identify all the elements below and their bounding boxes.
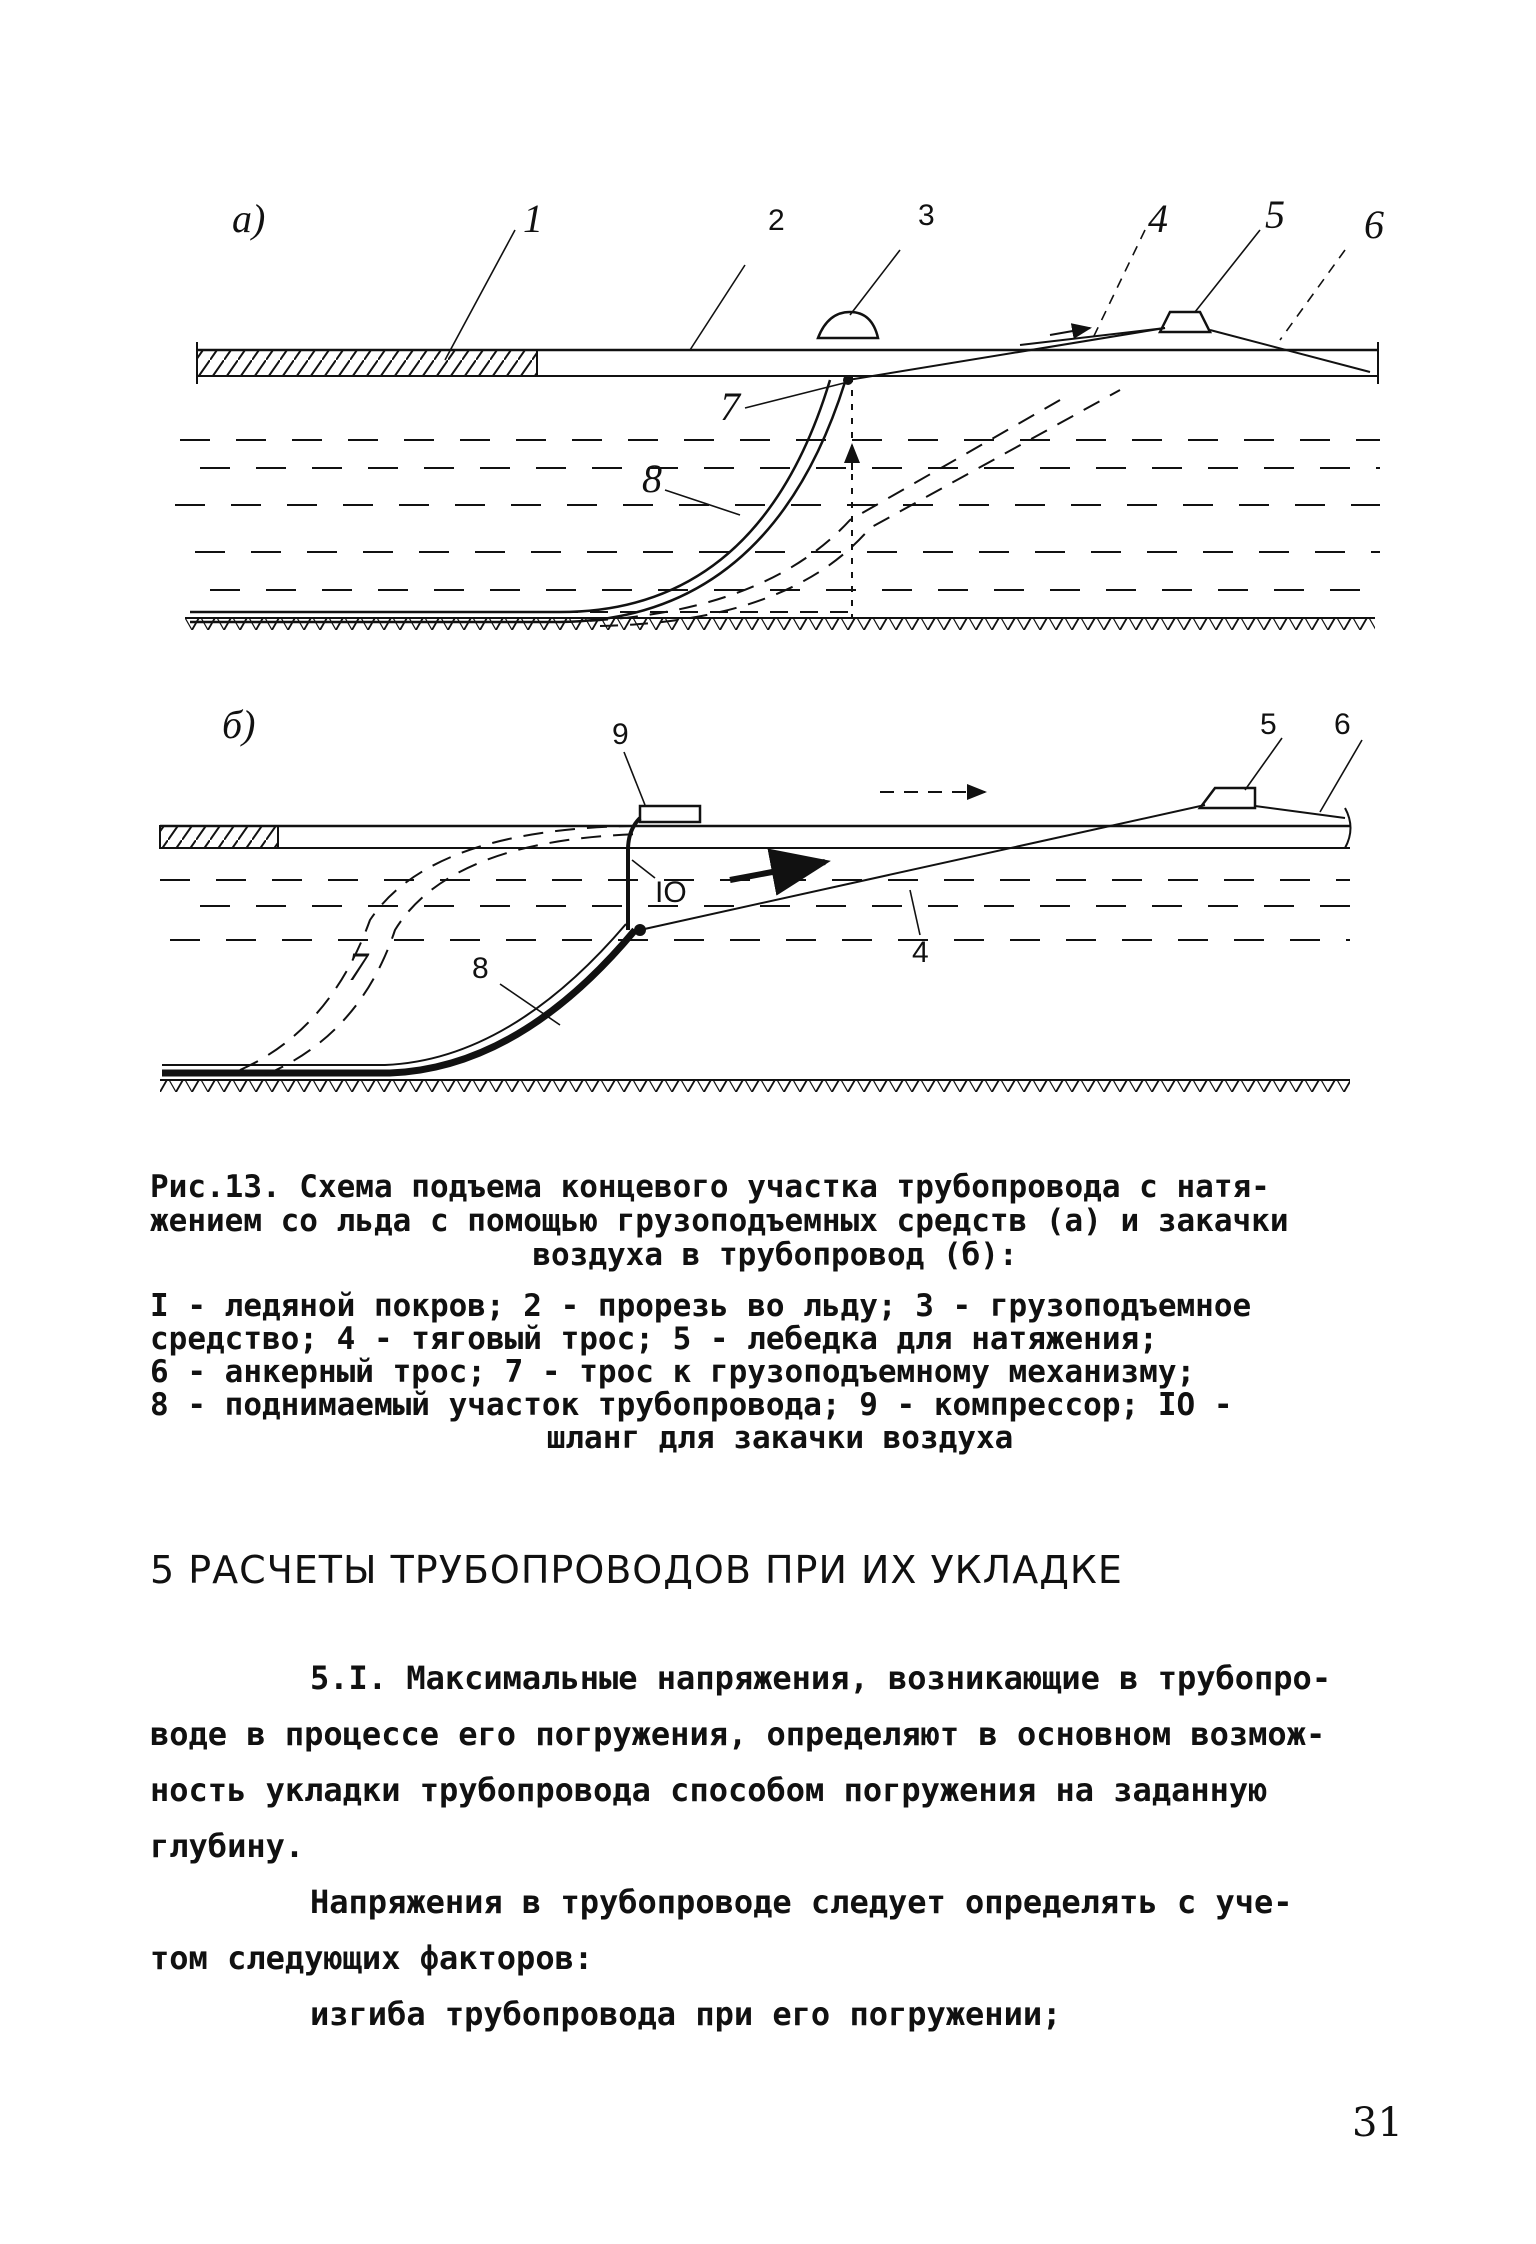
- svg-text:8: 8: [642, 456, 662, 501]
- svg-text:8: 8: [472, 952, 489, 985]
- svg-text:4: 4: [1148, 196, 1168, 241]
- paragraph-line: том следующих факторов:: [150, 1939, 594, 1977]
- svg-text:4: 4: [912, 936, 929, 969]
- compressor-9: [640, 806, 700, 822]
- svg-text:1: 1: [523, 196, 543, 241]
- winch-5: [1160, 312, 1210, 332]
- legend-line: 8 - поднимаемый участок трубопровода; 9 - компрессор; IO -: [150, 1387, 1233, 1423]
- tow-ropes-a: [848, 328, 1370, 380]
- paragraph-line: глубину.: [150, 1827, 305, 1865]
- svg-text:7: 7: [348, 944, 368, 989]
- lifting-device-3: [818, 312, 878, 338]
- water-lines-a: [175, 440, 1380, 590]
- ice-cover-b: [160, 808, 1351, 848]
- caption-line: Рис.13. Схема подъема концевого участка трубопровода с натя-: [150, 1169, 1270, 1205]
- body-text: [150, 1650, 1400, 2042]
- seabed-a: [185, 618, 1375, 630]
- legend-line: 6 - анкерный трос; 7 - трос к грузоподъемному механизму;: [150, 1354, 1196, 1390]
- svg-text:IO: IO: [655, 876, 687, 909]
- paragraph-line: изгиба трубопровода при его погружении;: [310, 1995, 1062, 2033]
- svg-text:2: 2: [768, 204, 785, 237]
- panel-a: [175, 192, 1384, 630]
- caption-line: жением со льда с помощью грузоподъемных средств (а) и закачки: [150, 1203, 1289, 1239]
- svg-text:9: 9: [612, 718, 629, 751]
- figure-legend: [150, 1290, 1410, 1455]
- svg-text:6: 6: [1334, 708, 1351, 741]
- pipeline-initial-b: [240, 826, 640, 1075]
- pipeline-raised-b: [162, 930, 635, 1073]
- panel-b-label: б): [222, 702, 256, 747]
- legend-line: I - ледяной покров; 2 - прорезь во льду; 3 - грузоподъемное: [150, 1288, 1252, 1324]
- panel-b: [160, 702, 1362, 1092]
- paragraph-line: ность укладки трубопровода способом погружения на заданную: [150, 1771, 1268, 1809]
- seabed-b: [160, 1080, 1350, 1092]
- callouts-a: [523, 192, 1384, 501]
- caption-line: воздуха в трубопровод (б):: [532, 1237, 1018, 1273]
- paragraph-line: 5.I. Максимальные напряжения, возникающие в трубопро-: [310, 1659, 1332, 1697]
- svg-text:5: 5: [1260, 708, 1277, 741]
- svg-text:7: 7: [720, 384, 740, 429]
- pipeline-raised-a: [190, 380, 845, 622]
- paragraph-line: Напряжения в трубопроводе следует определять с уче-: [310, 1883, 1293, 1921]
- section-heading: 5 РАСЧЕТЫ ТРУБОПРОВОДОВ ПРИ ИХ УКЛАДКЕ: [150, 1548, 1123, 1592]
- tow-rope-4-b: [640, 792, 1345, 930]
- panel-a-label: а): [232, 196, 266, 241]
- svg-text:6: 6: [1364, 202, 1384, 247]
- figure-caption: [150, 1170, 1400, 1272]
- paragraph-line: воде в процессе его погружения, определяют в основном возмож-: [150, 1715, 1326, 1753]
- legend-line: шланг для закачки воздуха: [546, 1420, 1014, 1456]
- ice-cover-a: [197, 342, 1378, 384]
- legend-line: средство; 4 - тяговый трос; 5 - лебедка для натяжения;: [150, 1321, 1158, 1357]
- page-number: 31: [1352, 2100, 1403, 2146]
- winch-5-b: [1200, 788, 1255, 808]
- svg-text:3: 3: [918, 199, 935, 232]
- water-lines-b: [160, 880, 1350, 940]
- svg-text:5: 5: [1265, 192, 1285, 237]
